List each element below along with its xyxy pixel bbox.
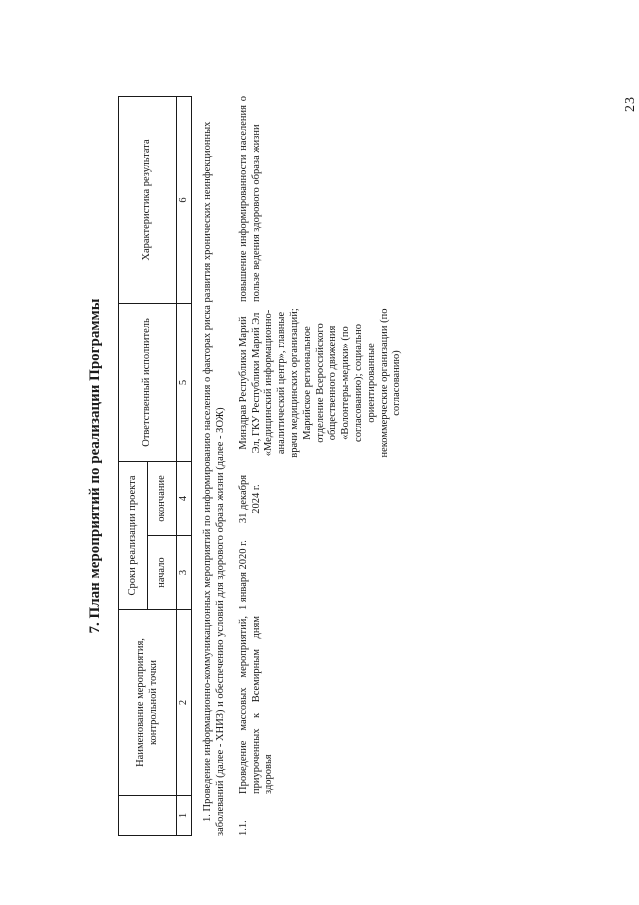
header-implementation-period: Сроки реализации проекта [119, 461, 148, 609]
column-number: 6 [177, 97, 192, 304]
column-number: 2 [177, 610, 192, 796]
result-characteristic: повышение информированности населения о пользе ведения здорового образа жизни [237, 96, 262, 302]
column-numbers-row [177, 97, 192, 836]
end-date: 31 декабря 2024 г. [237, 474, 262, 524]
table-row [238, 96, 404, 836]
section-title: 7. План мероприятий по реализации Программы [87, 298, 103, 634]
column-number: 4 [177, 461, 192, 535]
rotated-document-sheet [80, 96, 600, 836]
page-number: 23 [623, 96, 638, 112]
column-number: 3 [177, 536, 192, 610]
header-activity-name: Наименование мероприятия, контрольной точки [119, 610, 177, 796]
header-result-characteristic: Характеристика результата [119, 97, 177, 304]
start-date: 1 января 2020 г. [237, 540, 249, 610]
row-number: 1.1. [237, 820, 249, 836]
column-number: 1 [177, 796, 192, 836]
header-col-1 [119, 796, 177, 836]
plan-table [118, 96, 192, 836]
header-end: окончание [148, 461, 177, 535]
activity-name: Проведение массовых мероприятий, приуроченных к Всемирным дням здоровья [237, 616, 275, 794]
column-number: 5 [177, 303, 192, 461]
responsible-executor: Минздрав Республики Марий Эл, ГКУ Республики Марий Эл «Медицинский информационно-аналитический центр», главные врачи медицинских организаций; Марийское региональное отделение Всероссийского общественного движения «Волонтеры-медики» (по согласованию); социально ориентированные некоммерческие организации (по согласованию) [237, 308, 403, 458]
header-responsible-executor: Ответственный исполнитель [119, 303, 177, 461]
section-intro: 1. Проведение информационно-коммуникационных мероприятий по информированию населения о факторах риска развития хронических неинфекционных заболеваний (далее - ХНИЗ) и обеспечению условий для здорового образа жизни (далее - ЗОЖ) [202, 121, 227, 836]
table-header-row [119, 97, 148, 836]
header-start: начало [148, 536, 177, 610]
